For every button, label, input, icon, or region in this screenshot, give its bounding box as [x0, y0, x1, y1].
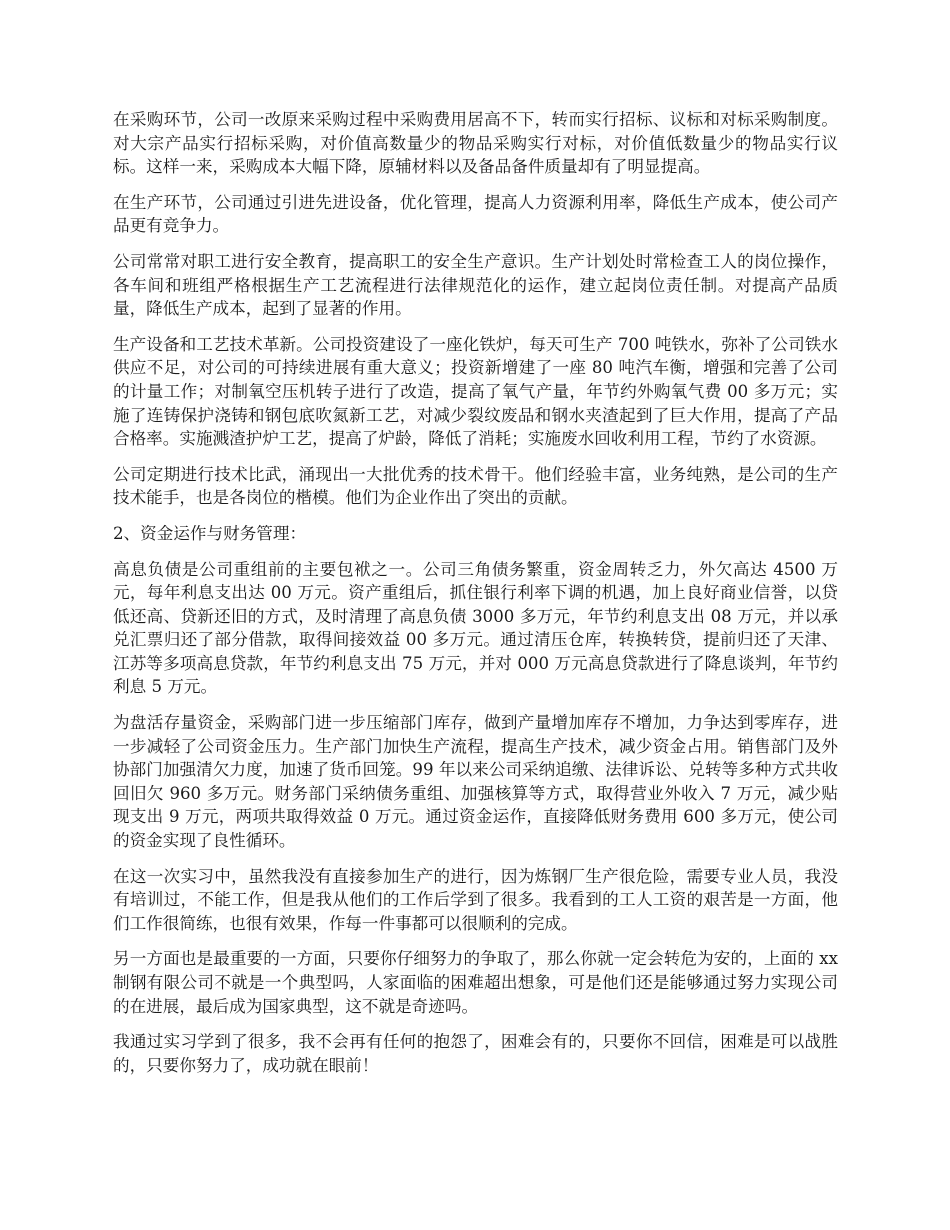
section-heading-finance: 2、资金运作与财务管理： — [113, 523, 307, 543]
paragraph-production: 在生产环节，公司通过引进先进设备，优化管理，提高人力资源利用率，降低生产成本，使公司产品更有竞争力。 — [113, 192, 838, 236]
paragraph-procurement: 在采购环节，公司一改原来采购过程中采购费用居高不下，转而实行招标、议标和对标采购制度。对大宗产品实行招标采购，对价值高数量少的物品采购实行对标，对价值低数量少的物品实行议标。这样一来，采购成本大幅下降，原辅材料以及备品备件质量却有了明显提高。 — [113, 110, 838, 177]
paragraph-internship-reflection: 在这一次实习中，虽然我没有直接参加生产的进行，因为炼钢厂生产很危险，需要专业人员，我没有培训过，不能工作，但是我从他们的工作后学到了很多。我看到的工人工资的艰苦是一方面，他们工作很简练，也很有效果，作每一件事都可以很顺利的完成。 — [113, 866, 838, 933]
paragraph-conclusion: 我通过实习学到了很多，我不会再有任何的抱怨了，困难会有的，只要你不回信，困难是可以战胜的，只要你努力了，成功就在眼前！ — [113, 1032, 838, 1075]
paragraph-high-interest-debt: 高息负债是公司重组前的主要包袱之一。公司三角债务繁重，资金周转乏力，外欠高达 4500 万元，每年利息支出达 00 万元。资产重组后，抓住银行利率下调的机遇，加上良好商业信誉，以贷低还高、贷新还旧的方式，及时清理了高息负债 3000 多万元，年节约利息支出 08 万元，并以承兑汇票归还了部分借款，取得间接效益 00 多万元。通过清压仓库，转换转贷，提前归还了天津、江苏等多项高息贷款，年节约利息支出 75 万元，并对 000 万元高息贷款进行了降息谈判，年节约利息 5 万元。 — [113, 559, 838, 697]
paragraph-most-important: 另一方面也是最重要的一方面，只要你仔细努力的争取了，那么你就一定会转危为安的，上面的 xx 制钢有限公司不就是一个典型吗，人家面临的困难超出想象，可是他们还是能够通过努力实现公司的在进展，最后成为国家典型，这不就是奇迹吗。 — [113, 949, 838, 1016]
paragraph-capital-activation: 为盘活存量资金，采购部门进一步压缩部门库存，做到产量增加库存不增加，力争达到零库存，进一步减轻了公司资金压力。生产部门加快生产流程，提高生产技术，减少资金占用。销售部门及外协部门加强清欠力度，加速了货币回笼。99 年以来公司采纳追缴、法律诉讼、兑转等多种方式共收回旧欠 960 多万元。财务部门采纳债务重组、加强核算等方式，取得营业外收入 7 万元，减少贴现支出 9 万元，两项共取得效益 0 万元。通过资金运作，直接降低财务费用 600 多万元，使公司的资金实现了良性循环。 — [113, 713, 838, 851]
paragraph-equipment-innovation: 生产设备和工艺技术革新。公司投资建设了一座化铁炉，每天可生产 700 吨铁水，弥补了公司铁水供应不足，对公司的可持续进展有重大意义；投资新增建了一座 80 吨汽车衡，增强和完善了公司的计量工作；对制氧空压机转子进行了改造，提高了氧气产量，年节约外购氧气费 00 多万元；实施了连铸保护浇铸和钢包底吹氮新工艺，对减少裂纹废品和钢水夹渣起到了巨大作用，提高了产品合格率。实施溅渣护炉工艺，提高了炉龄，降低了消耗；实施废水回收利用工程，节约了水资源。 — [113, 334, 838, 449]
paragraph-technical-competition: 公司定期进行技术比武，涌现出一大批优秀的技术骨干。他们经验丰富，业务纯熟，是公司的生产技术能手，也是各岗位的楷模。他们为企业作出了突出的贡献。 — [113, 464, 838, 508]
paragraph-safety-education: 公司常常对职工进行安全教育，提高职工的安全生产意识。生产计划处时常检查工人的岗位操作，各车间和班组严格根据生产工艺流程进行法律规范化的运作，建立起岗位责任制。对提高产品质量，降低生产成本，起到了显著的作用。 — [113, 251, 838, 319]
